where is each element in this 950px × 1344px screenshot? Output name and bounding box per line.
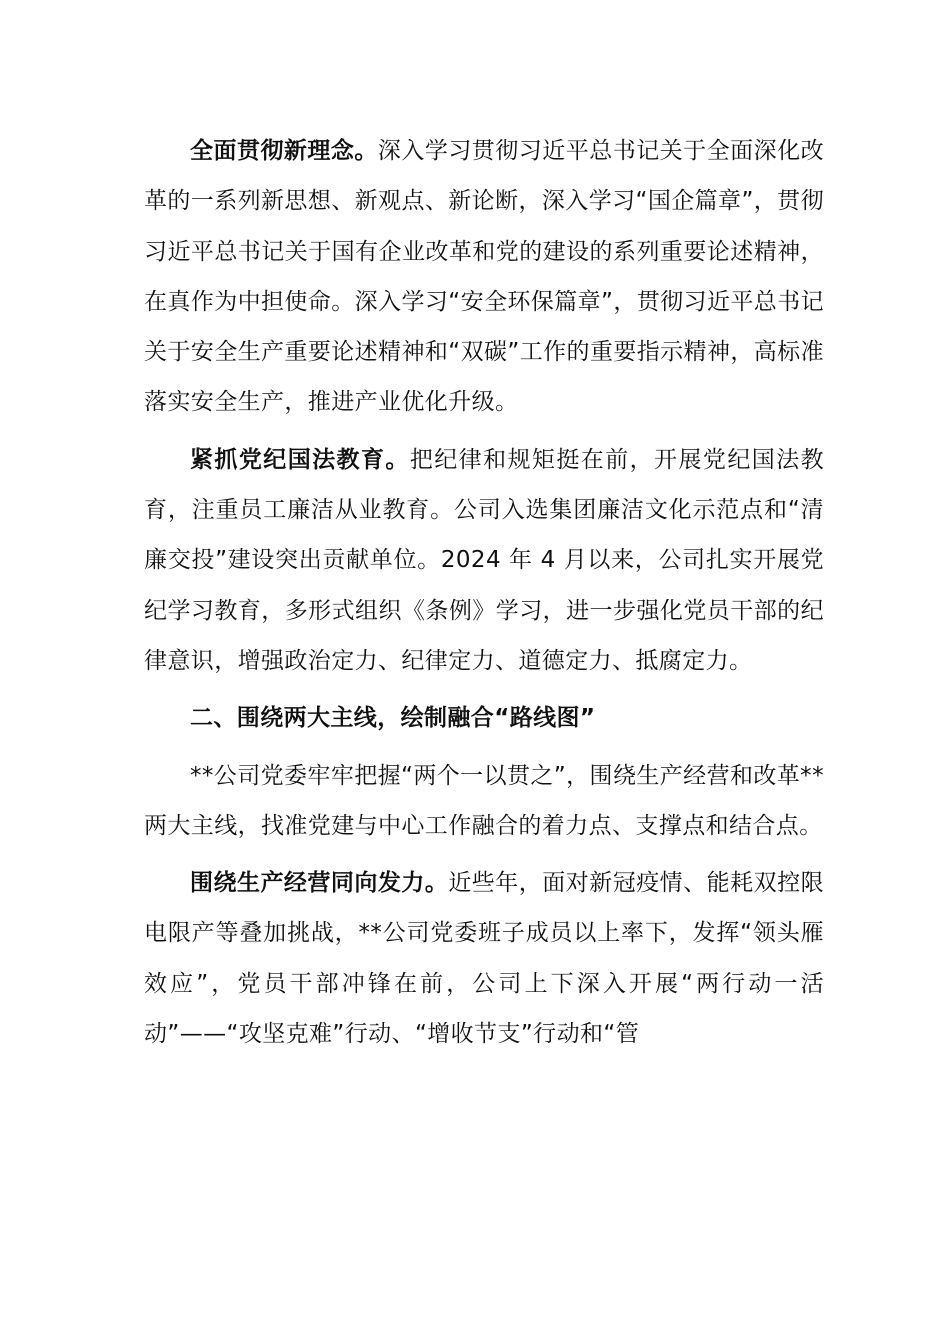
paragraph-text: 把纪律和规矩挺在前，开展党纪国法教育，注重员工廉洁从业教育。公司入选集团廉洁文化示范点和“清廉交投”建设突出贡献单位。2024 年 4 月以来，公司扎实开展党纪学习教育，多形式组织《条例》学习，进一步强化党员干部的纪律意识，增强政治定力、纪律定力、道德定力、抵腐定力。 — [144, 446, 824, 674]
paragraph-production-operation — [144, 858, 824, 1059]
paragraph-text: **公司党委牢牢把握“两个一以贯之”，围绕生产经营和改革**两大主线，找准党建与中心工作融合的着力点、支撑点和结合点。 — [144, 762, 824, 839]
paragraph-two-main-lines — [144, 751, 824, 852]
paragraph-lead: 全面贯彻新理念。 — [190, 138, 378, 164]
paragraph-new-concept — [144, 126, 824, 428]
paragraph-lead: 围绕生产经营同向发力。 — [190, 870, 449, 897]
section-heading: 二、围绕两大主线，绘制融合“路线图” — [190, 705, 596, 732]
paragraph-lead: 紧抓党纪国法教育。 — [190, 446, 410, 473]
paragraph-text: 深入学习贯彻习近平总书记关于全面深化改革的一系列新思想、新观点、新论断，深入学习“国企篇章”，贯彻习近平总书记关于国有企业改革和党的建设的系列重要论述精神，在真作为中担使命。深入学习“安全环保篇章”，贯彻习近平总书记关于安全生产重要论述精神和“双碳”工作的重要指示精神，高标准落实安全生产，推进产业优化升级。 — [144, 138, 824, 416]
paragraph-text: 近些年，面对新冠疫情、能耗双控限电限产等叠加挑战，**公司党委班子成员以上率下，发挥“领头雁效应”，党员干部冲锋在前，公司上下深入开展“两行动一活动”——“攻坚克难”行动、“增收节支”行动和“管 — [144, 870, 824, 1048]
paragraph-discipline-education — [144, 435, 824, 686]
document-body — [144, 126, 824, 1059]
